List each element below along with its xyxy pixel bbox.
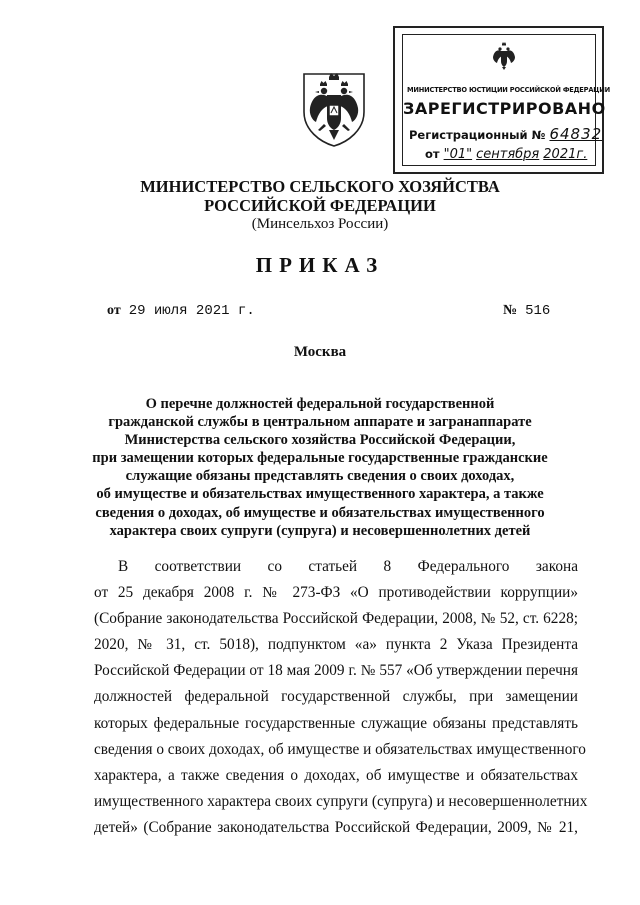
- stamp-date-year: 2021г.: [543, 147, 588, 162]
- order-body-paragraph: [94, 554, 588, 841]
- body-line: (Собрание законодательства Российской Федерации, 2008, № 52, ст. 6228;: [94, 610, 578, 628]
- subject-line: служащие обязаны представлять сведения о своих доходах,: [125, 468, 515, 485]
- order-city: Москва: [293, 344, 347, 360]
- subject-line: гражданской службы в центральном аппарате и загранаппарате: [108, 414, 532, 431]
- order-number-value: 516: [525, 303, 551, 319]
- registration-stamp: [393, 26, 610, 174]
- body-line: должностей федеральной государственной службы, при замещении: [94, 688, 578, 706]
- order-date-value: 29 июля 2021 г.: [128, 303, 255, 319]
- stamp-registration-label: Регистрационный №: [409, 128, 546, 142]
- body-line: от 25 декабря 2008 г. № 273-ФЗ «О противодействии коррупции»: [94, 584, 578, 602]
- order-date: [107, 303, 255, 319]
- body-line: которых федеральные государственные служащие обязаны представлять: [94, 714, 578, 732]
- ministry-name-line1: МИНИСТЕРСТВО СЕЛЬСКОГО ХОЗЯЙСТВА: [140, 177, 500, 196]
- subject-line: характера своих супруги (супруга) и несовершеннолетних детей: [109, 522, 531, 539]
- coat-of-arms-icon: [296, 68, 372, 148]
- document-type-title: ПРИКАЗ: [255, 253, 385, 277]
- order-number: [503, 303, 550, 319]
- ministry-name-line2: РОССИЙСКОЙ ФЕДЕРАЦИИ: [204, 196, 436, 215]
- body-line: В соответствии со статьей 8 Федерального закона: [118, 558, 578, 575]
- order-number-prefix: №: [503, 303, 518, 318]
- stamp-date-day: "01": [443, 147, 473, 162]
- body-line: 2020, № 31, ст. 5018), подпунктом «а» пункта 2 Указа Президента: [94, 636, 578, 654]
- subject-line: об имуществе и обязательствах имущественного характера, а также: [96, 486, 544, 503]
- body-line: имущественного характера своих супруги (супруга) и несовершеннолетних: [94, 792, 588, 810]
- subject-line: Министерства сельского хозяйства Российской Федерации,: [124, 432, 516, 449]
- body-line: сведения о своих доходах, об имуществе и обязательствах имущественного: [94, 740, 586, 758]
- order-subject: [60, 395, 580, 540]
- subject-line: сведения о доходах, об имуществе и обязательствах имущественного: [95, 504, 545, 521]
- stamp-registered-label: ЗАРЕГИСТРИРОВАНО: [403, 99, 606, 118]
- subject-line: при замещении которых федеральные государственные гражданские: [92, 450, 548, 467]
- order-date-prefix: от: [107, 303, 121, 318]
- body-line: характера, а также сведения о доходах, об имуществе и обязательствах: [94, 766, 578, 784]
- stamp-date-row: [425, 147, 587, 162]
- stamp-registration-number: 64832: [549, 125, 603, 143]
- ministry-short-name: (Минсельхоз России): [251, 216, 389, 232]
- body-line: детей» (Собрание законодательства Российской Федерации, 2009, № 21,: [94, 818, 578, 836]
- stamp-date-month: сентября: [476, 147, 540, 162]
- stamp-date-prefix: от: [425, 147, 440, 161]
- subject-line: О перечне должностей федеральной государственной: [145, 396, 495, 412]
- stamp-ministry-name: МИНИСТЕРСТВО ЮСТИЦИИ РОССИЙСКОЙ ФЕДЕРАЦИИ: [407, 85, 610, 94]
- coat-of-arms-icon: [490, 41, 518, 71]
- stamp-inner-frame: [402, 34, 610, 166]
- stamp-registration-number-row: [409, 125, 602, 143]
- body-line: Российской Федерации от 18 мая 2009 г. № 557 «Об утверждении перечня: [94, 662, 578, 680]
